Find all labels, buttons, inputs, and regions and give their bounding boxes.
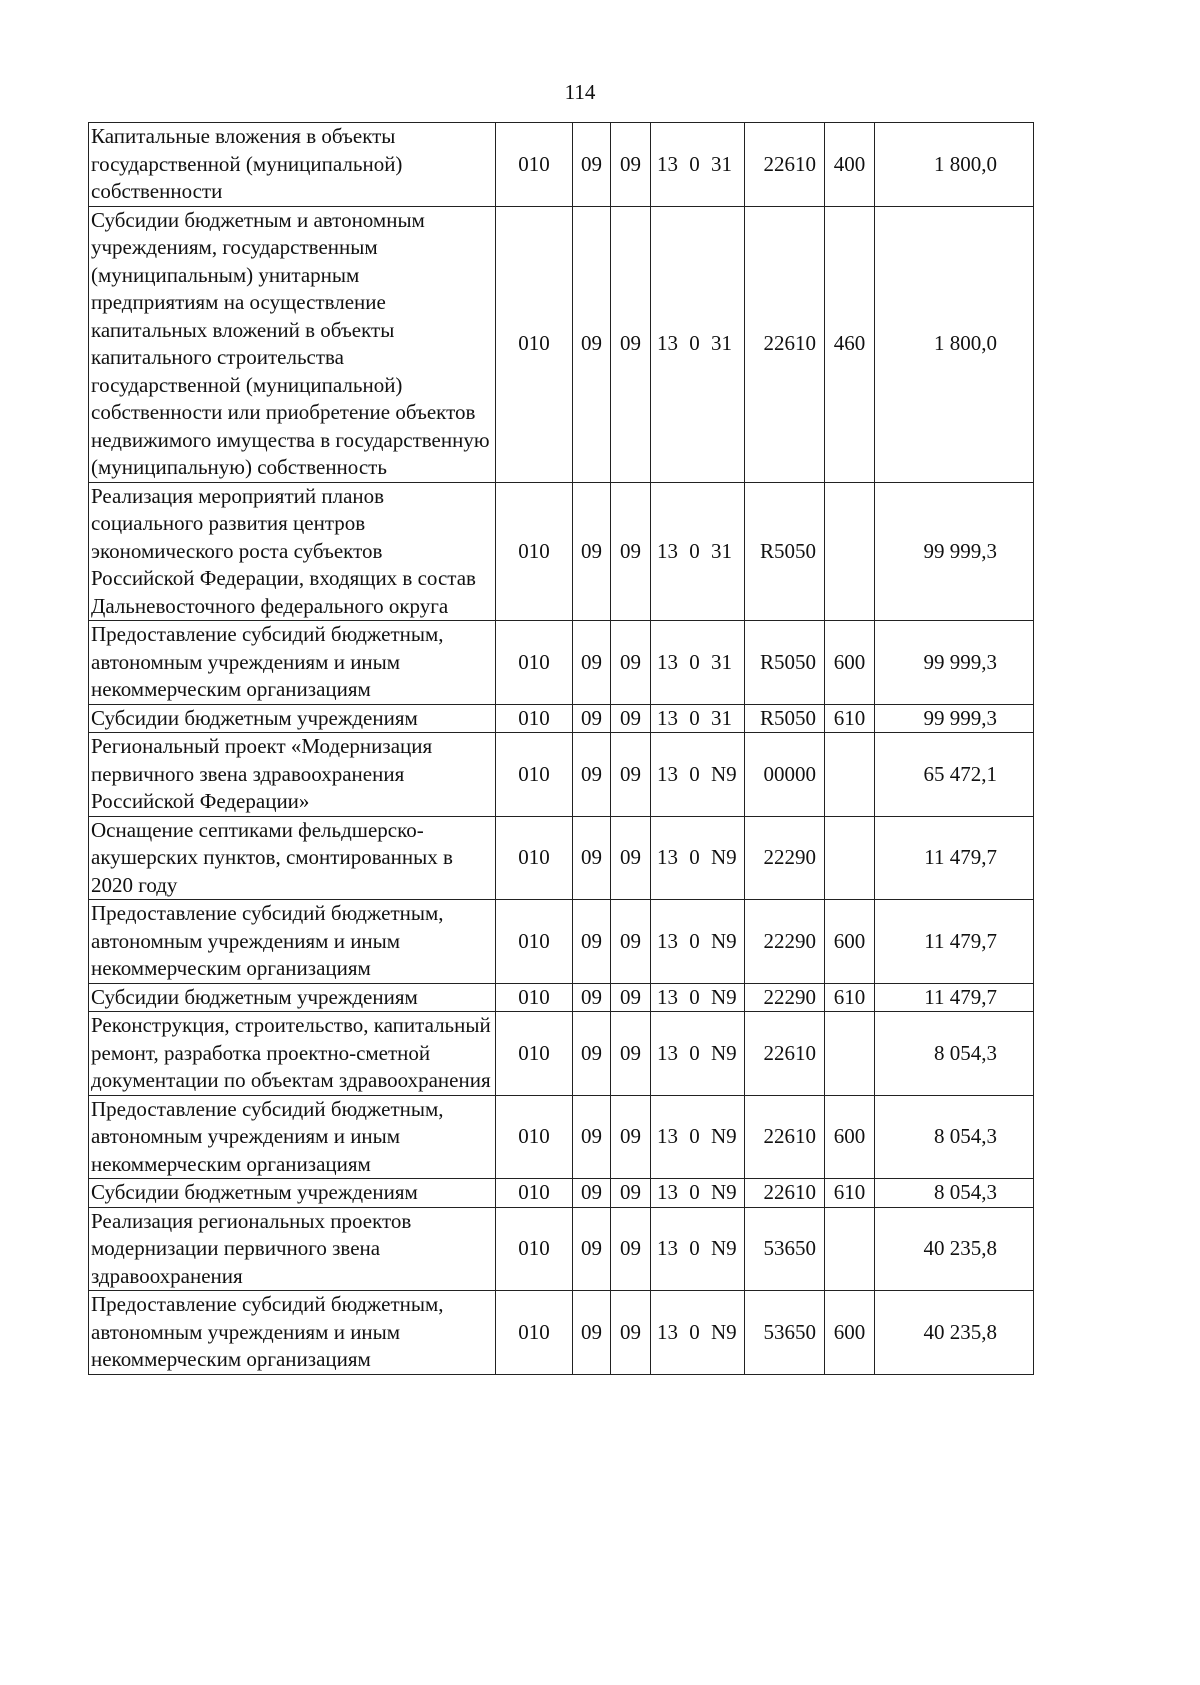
amount: 40 235,8 [875, 1291, 1034, 1375]
target-article-code: 13 0 31 [651, 482, 745, 621]
target-article-direction-code: 22610 [745, 123, 825, 207]
amount: 40 235,8 [875, 1207, 1034, 1291]
row-name-cell [89, 733, 496, 817]
amount: 11 479,7 [875, 816, 1034, 900]
row-name-cell [89, 1012, 496, 1096]
expense-type-code: 400 [825, 123, 875, 207]
row-name: Предоставление субсидий бюджетным, автономным учреждениям и иным некоммерческим организациям [91, 901, 444, 980]
target-article-direction-code: 22610 [745, 206, 825, 482]
target-article-direction-code: R5050 [745, 704, 825, 733]
amount: 99 999,3 [875, 621, 1034, 705]
expense-type-code: 610 [825, 1179, 875, 1208]
ved-code: 010 [496, 1012, 573, 1096]
subsection-code: 09 [611, 621, 651, 705]
expense-type-code [825, 1207, 875, 1291]
target-article-code: 13 0 N9 [651, 983, 745, 1012]
target-article-code: 13 0 N9 [651, 1207, 745, 1291]
target-article-direction-code: 53650 [745, 1207, 825, 1291]
section-code: 09 [573, 206, 611, 482]
row-name: Предоставление субсидий бюджетным, автономным учреждениям и иным некоммерческим организациям [91, 622, 444, 701]
expense-type-code [825, 482, 875, 621]
amount: 1 800,0 [875, 206, 1034, 482]
ved-code: 010 [496, 1291, 573, 1375]
table-row [89, 206, 1034, 482]
table-row [89, 123, 1034, 207]
row-name: Предоставление субсидий бюджетным, автономным учреждениям и иным некоммерческим организациям [91, 1096, 444, 1176]
row-name: Реконструкция, строительство, капитальный ремонт, разработка проектно-сметной документации по объектам здравоохранения [91, 1013, 491, 1092]
row-name-cell [89, 816, 496, 900]
table-row [89, 983, 1034, 1012]
amount: 8 054,3 [875, 1095, 1034, 1179]
section-code: 09 [573, 621, 611, 705]
target-article-code: 13 0 31 [651, 123, 745, 207]
section-code: 09 [573, 1291, 611, 1375]
table-row [89, 482, 1034, 621]
section-code: 09 [573, 900, 611, 984]
row-name-cell [89, 1207, 496, 1291]
amount: 11 479,7 [875, 983, 1034, 1012]
subsection-code: 09 [611, 733, 651, 817]
section-code: 09 [573, 816, 611, 900]
section-code: 09 [573, 983, 611, 1012]
row-name: Субсидии бюджетным учреждениям [91, 1180, 418, 1204]
row-name: Реализация мероприятий планов социального развития центров экономического роста субъектов Российской Федерации, входящих в состав Дальневосточного федерального округа [91, 483, 476, 618]
target-article-code: 13 0 31 [651, 621, 745, 705]
ved-code: 010 [496, 704, 573, 733]
ved-code: 010 [496, 1179, 573, 1208]
row-name: Региональный проект «Модернизация первичного звена здравоохранения Российской Федерации» [91, 734, 433, 813]
row-name-cell [89, 206, 496, 482]
section-code: 09 [573, 482, 611, 621]
target-article-direction-code: 22610 [745, 1012, 825, 1096]
target-article-code: 13 0 N9 [651, 1291, 745, 1375]
target-article-direction-code: 53650 [745, 1291, 825, 1375]
budget-table [88, 122, 1034, 1375]
row-name-cell [89, 123, 496, 207]
target-article-direction-code: R5050 [745, 482, 825, 621]
subsection-code: 09 [611, 983, 651, 1012]
table-row [89, 1095, 1034, 1179]
row-name: Реализация региональных проектов модернизации первичного звена здравоохранения [91, 1208, 412, 1288]
amount: 11 479,7 [875, 900, 1034, 984]
subsection-code: 09 [611, 206, 651, 482]
row-name: Капитальные вложения в объекты государственной (муниципальной) собственности [91, 124, 403, 203]
target-article-code: 13 0 N9 [651, 816, 745, 900]
expense-type-code [825, 1012, 875, 1096]
amount: 99 999,3 [875, 704, 1034, 733]
row-name: Оснащение септиками фельдшерско-акушерских пунктов, смонтированных в 2020 году [91, 817, 453, 897]
expense-type-code [825, 816, 875, 900]
expense-type-code: 610 [825, 983, 875, 1012]
section-code: 09 [573, 1179, 611, 1208]
amount: 1 800,0 [875, 123, 1034, 207]
table-row [89, 1207, 1034, 1291]
ved-code: 010 [496, 733, 573, 817]
row-name: Субсидии бюджетным и автономным учреждениям, государственным (муниципальным) унитарным предприятиям на осуществление капитальных вложений в объекты капитального строительства государственной (муниципальной) собственности или приобретение объектов недвижимого имущества в государственную (муниципальную) собственность [91, 207, 490, 479]
target-article-code: 13 0 N9 [651, 1095, 745, 1179]
amount: 8 054,3 [875, 1179, 1034, 1208]
expense-type-code [825, 733, 875, 817]
target-article-code: 13 0 N9 [651, 1179, 745, 1208]
ved-code: 010 [496, 206, 573, 482]
row-name-cell [89, 1291, 496, 1375]
target-article-code: 13 0 N9 [651, 1012, 745, 1096]
subsection-code: 09 [611, 1095, 651, 1179]
ved-code: 010 [496, 482, 573, 621]
subsection-code: 09 [611, 1012, 651, 1096]
ved-code: 010 [496, 1207, 573, 1291]
table-row [89, 704, 1034, 733]
amount: 99 999,3 [875, 482, 1034, 621]
expense-type-code: 600 [825, 621, 875, 705]
row-name-cell [89, 900, 496, 984]
table-row [89, 1012, 1034, 1096]
row-name-cell [89, 983, 496, 1012]
target-article-direction-code: 00000 [745, 733, 825, 817]
page-number: 114 [564, 80, 596, 104]
section-code: 09 [573, 123, 611, 207]
subsection-code: 09 [611, 1179, 651, 1208]
section-code: 09 [573, 1012, 611, 1096]
subsection-code: 09 [611, 816, 651, 900]
table-row [89, 900, 1034, 984]
table-row [89, 1179, 1034, 1208]
section-code: 09 [573, 733, 611, 817]
target-article-direction-code: R5050 [745, 621, 825, 705]
ved-code: 010 [496, 123, 573, 207]
row-name: Предоставление субсидий бюджетным, автономным учреждениям и иным некоммерческим организациям [91, 1292, 444, 1371]
expense-type-code: 460 [825, 206, 875, 482]
table-row [89, 621, 1034, 705]
expense-type-code: 610 [825, 704, 875, 733]
target-article-direction-code: 22610 [745, 1095, 825, 1179]
expense-type-code: 600 [825, 900, 875, 984]
table-row [89, 816, 1034, 900]
row-name: Субсидии бюджетным учреждениям [91, 984, 418, 1009]
ved-code: 010 [496, 621, 573, 705]
subsection-code: 09 [611, 482, 651, 621]
subsection-code: 09 [611, 900, 651, 984]
target-article-direction-code: 22290 [745, 900, 825, 984]
subsection-code: 09 [611, 1207, 651, 1291]
subsection-code: 09 [611, 1291, 651, 1375]
ved-code: 010 [496, 983, 573, 1012]
row-name-cell [89, 704, 496, 733]
row-name: Субсидии бюджетным учреждениям [91, 705, 418, 730]
expense-type-code: 600 [825, 1291, 875, 1375]
section-code: 09 [573, 704, 611, 733]
expense-type-code: 600 [825, 1095, 875, 1179]
target-article-direction-code: 22610 [745, 1179, 825, 1208]
subsection-code: 09 [611, 704, 651, 733]
table-body [89, 123, 1034, 1375]
target-article-code: 13 0 N9 [651, 733, 745, 817]
row-name-cell [89, 1179, 496, 1208]
ved-code: 010 [496, 900, 573, 984]
section-code: 09 [573, 1095, 611, 1179]
row-name-cell [89, 621, 496, 705]
target-article-code: 13 0 31 [651, 206, 745, 482]
ved-code: 010 [496, 816, 573, 900]
amount: 8 054,3 [875, 1012, 1034, 1096]
target-article-code: 13 0 31 [651, 704, 745, 733]
subsection-code: 09 [611, 123, 651, 207]
table-row [89, 733, 1034, 817]
ved-code: 010 [496, 1095, 573, 1179]
target-article-direction-code: 22290 [745, 816, 825, 900]
target-article-direction-code: 22290 [745, 983, 825, 1012]
section-code: 09 [573, 1207, 611, 1291]
row-name-cell [89, 482, 496, 621]
row-name-cell [89, 1095, 496, 1179]
table-row [89, 1291, 1034, 1375]
amount: 65 472,1 [875, 733, 1034, 817]
target-article-code: 13 0 N9 [651, 900, 745, 984]
